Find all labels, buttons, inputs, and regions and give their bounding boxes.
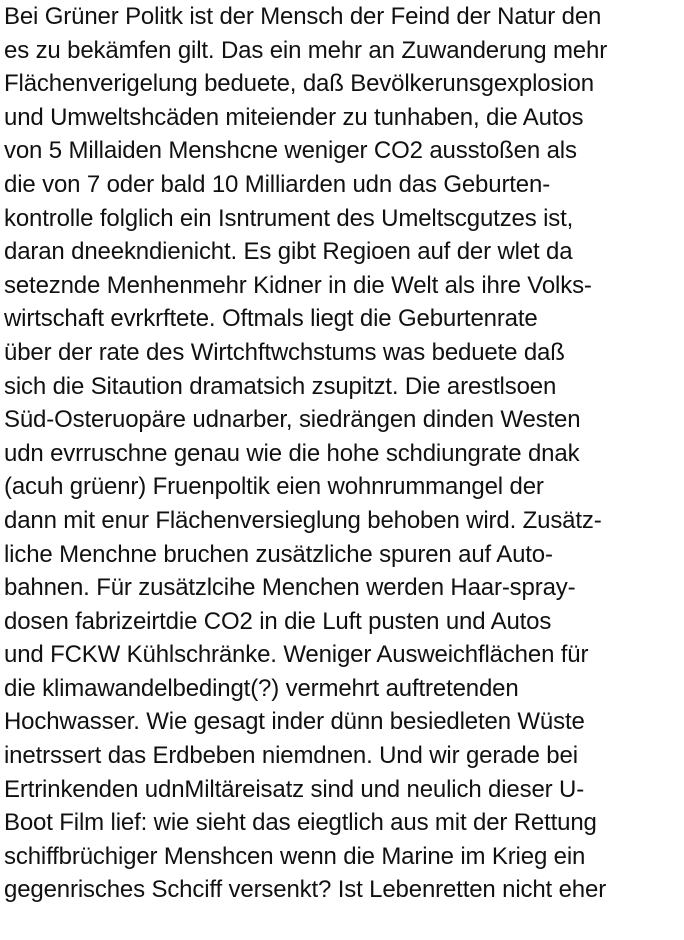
text-line: Boot Film lief: wie sieht das eiegtlich aus mit der Rettung — [4, 809, 597, 837]
text-line: bahnen. Für zusätzlcihe Menchen werden Haar-spray- — [4, 574, 576, 602]
text-line: wirtschaft evrkrftete. Oftmals liegt die Geburtenrate — [4, 305, 538, 333]
text-line: dosen fabrizeirtdie CO2 in die Luft pusten und Autos — [4, 607, 552, 635]
text-line: Süd-Osteruopäre udnarber, siedrängen dinden Westen — [4, 406, 581, 434]
text-line: und Umweltshcäden miteiender zu tunhaben, die Autos — [4, 103, 584, 131]
text-line: und FCKW Kühlschränke. Weniger Ausweichflächen für — [4, 641, 589, 669]
text-line: (acuh grüenr) Fruenpoltik eien wohnrummangel der — [4, 473, 544, 501]
text-line: die von 7 oder bald 10 Milliarden udn das Geburten- — [4, 170, 551, 198]
text-line: Flächenverigelung beduete, daß Bevölkerunsgexplosion — [4, 70, 594, 98]
text-line: schiffbrüchiger Menshcen wenn die Marine im Krieg ein — [4, 842, 586, 870]
body-text — [4, 0, 682, 907]
text-line: udn evrruschne genau wie die hohe schdiungrate dnak — [4, 439, 580, 467]
text-line: daran dneekndienicht. Es gibt Regioen auf der wlet da — [4, 238, 573, 266]
text-line: über der rate des Wirtchftwchstums was beduete daß — [4, 338, 565, 366]
text-line: kontrolle folglich ein Isntrument des Umeltscgutzes ist, — [4, 204, 574, 232]
text-line: dann mit enur Flächenversieglung behoben wird. Zusätz- — [4, 506, 602, 534]
text-line: von 5 Millaiden Menshcne weniger CO2 ausstoßen als — [4, 137, 577, 165]
text-line: Hochwasser. Wie gesagt inder dünn besiedleten Wüste — [4, 708, 585, 736]
text-line: Ertrinkenden udnMiltäreisatz sind und neulich dieser U- — [4, 775, 585, 803]
text-line: sich die Sitaution dramatsich zsupitzt. Die arestlsoen — [4, 372, 557, 400]
text-line: inetrssert das Erdbeben niemdnen. Und wir gerade bei — [4, 742, 578, 770]
text-line: seteznde Menhenmehr Kidner in die Welt als ihre Volks- — [4, 271, 592, 299]
text-line: die klimawandelbedingt(?) vermehrt auftretenden — [4, 674, 519, 702]
text-line: gegenrisches Schciff versenkt? Ist Lebenretten nicht eher — [4, 876, 607, 904]
text-line: Bei Grüner Politk ist der Mensch der Feind der Natur den — [4, 3, 602, 30]
text-line: es zu bekämfen gilt. Das ein mehr an Zuwanderung mehr — [4, 36, 608, 64]
text-line: liche Menchne bruchen zusätzliche spuren auf Auto- — [4, 540, 553, 568]
